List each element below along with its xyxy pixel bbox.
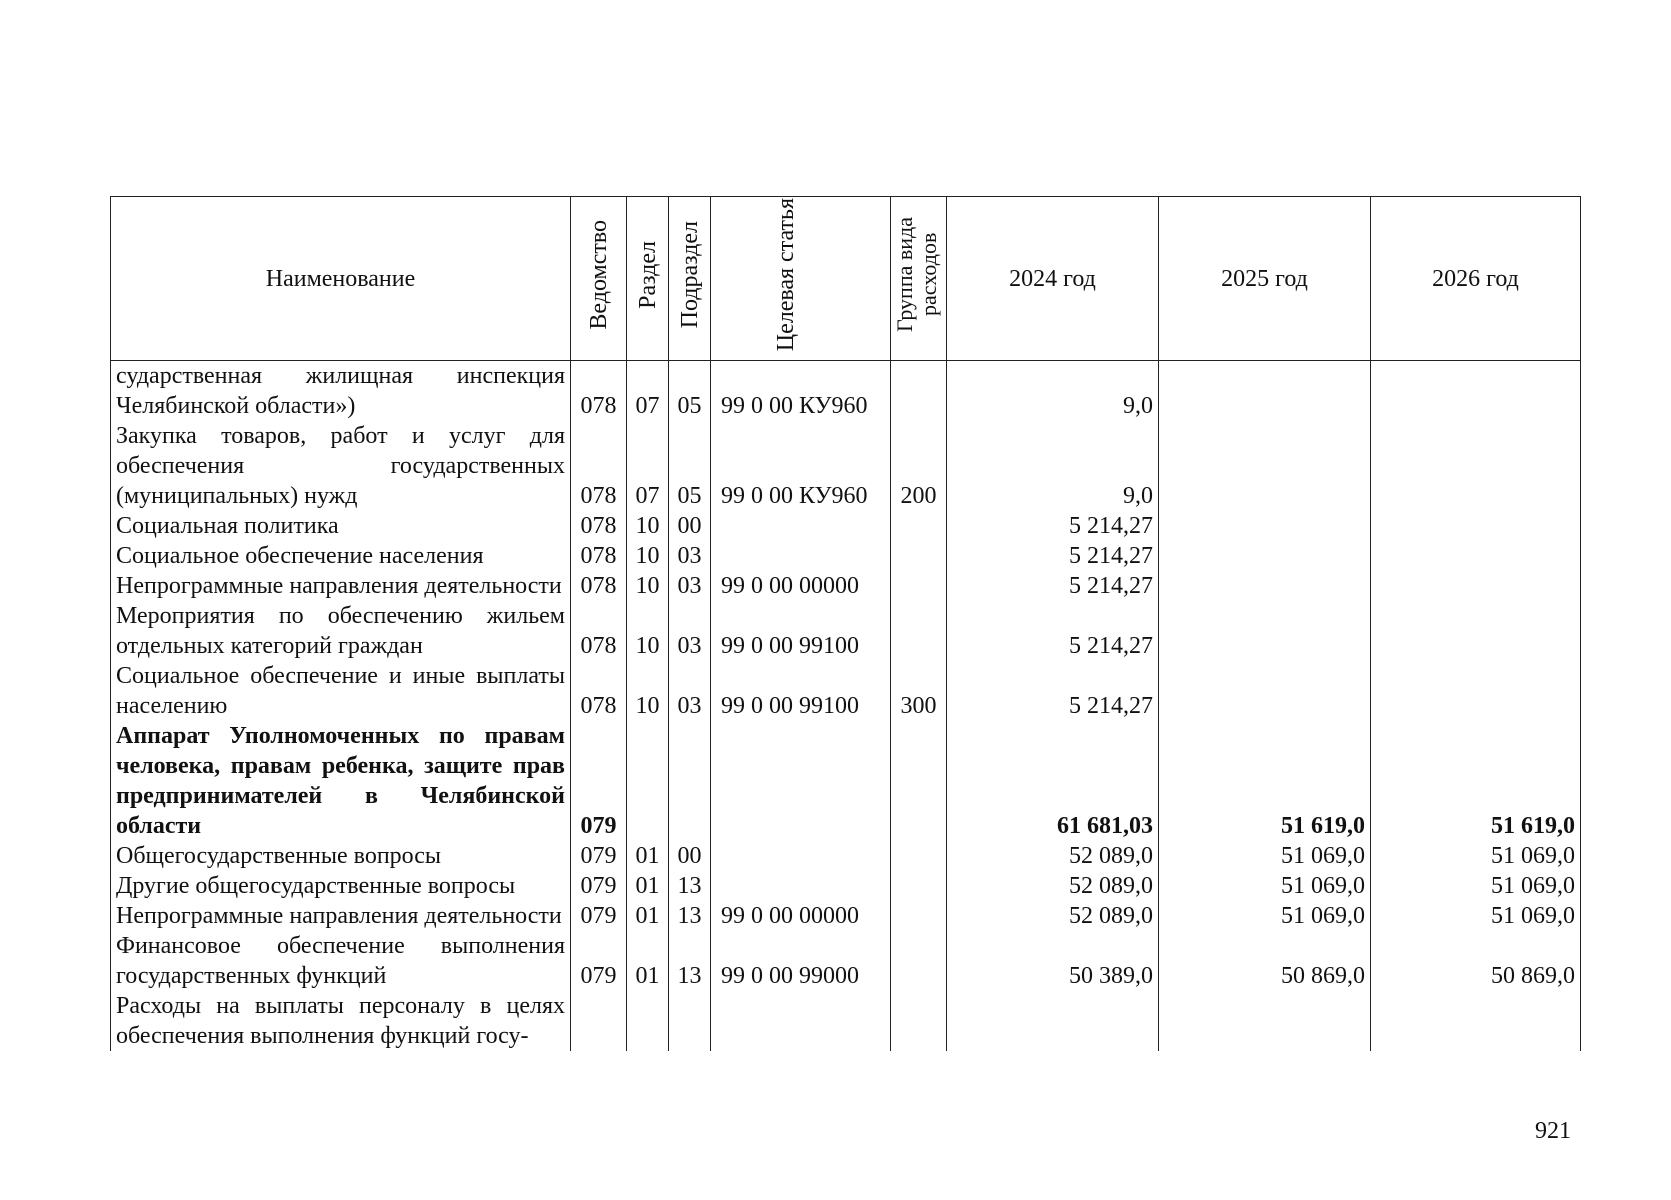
header-gruppa-vida-rashodov [891, 197, 947, 361]
cell-vedomstvo: 079 [571, 721, 627, 841]
cell-name: Другие общегосударственные вопросы [111, 871, 571, 901]
table-header-row [111, 197, 1581, 361]
cell-tselevaya-statya: 99 0 00 КУ960 [711, 421, 891, 511]
cell-gruppa-vida-rashodov [891, 991, 947, 1051]
cell-tselevaya-statya [711, 721, 891, 841]
header-tselevaya-label: Целевая статья [772, 197, 799, 352]
table-row [111, 541, 1581, 571]
cell-2026: 51 069,0 [1371, 841, 1581, 871]
cell-vedomstvo: 078 [571, 541, 627, 571]
cell-2025 [1159, 991, 1371, 1051]
cell-2026 [1371, 421, 1581, 511]
cell-vedomstvo: 078 [571, 511, 627, 541]
cell-podrazdel: 03 [669, 601, 711, 661]
cell-2026 [1371, 361, 1581, 422]
header-gruppa-label: Группа вида расходов [891, 217, 941, 332]
cell-gruppa-vida-rashodov [891, 901, 947, 931]
header-name: Наименование [111, 197, 571, 361]
cell-tselevaya-statya [711, 871, 891, 901]
cell-podrazdel: 13 [669, 931, 711, 991]
cell-2024: 5 214,27 [947, 511, 1159, 541]
cell-name: Социальное обеспечение и иные выплаты населению [111, 661, 571, 721]
cell-2025 [1159, 361, 1371, 422]
header-podrazdel [669, 197, 711, 361]
cell-podrazdel: 13 [669, 871, 711, 901]
cell-tselevaya-statya: 99 0 00 99000 [711, 931, 891, 991]
cell-2024: 5 214,27 [947, 571, 1159, 601]
cell-tselevaya-statya [711, 841, 891, 871]
cell-2026 [1371, 511, 1581, 541]
cell-2026: 51 619,0 [1371, 721, 1581, 841]
cell-podrazdel [669, 721, 711, 841]
header-2024: 2024 год [947, 197, 1159, 361]
cell-tselevaya-statya [711, 511, 891, 541]
cell-gruppa-vida-rashodov [891, 601, 947, 661]
cell-razdel: 07 [627, 361, 669, 422]
cell-gruppa-vida-rashodov [891, 541, 947, 571]
cell-podrazdel: 00 [669, 841, 711, 871]
header-2026: 2026 год [1371, 197, 1581, 361]
cell-gruppa-vida-rashodov: 200 [891, 421, 947, 511]
cell-vedomstvo: 079 [571, 931, 627, 991]
cell-2024: 9,0 [947, 421, 1159, 511]
cell-2024 [947, 991, 1159, 1051]
table-row [111, 421, 1581, 511]
cell-name: Мероприятия по обеспечению жильем отдельных категорий граждан [111, 601, 571, 661]
cell-gruppa-vida-rashodov [891, 361, 947, 422]
cell-2024: 52 089,0 [947, 901, 1159, 931]
cell-name: Аппарат Уполномоченных по правам человека, правам ребенка, защите прав предпринимателей в Челябинской области [111, 721, 571, 841]
cell-podrazdel: 00 [669, 511, 711, 541]
cell-razdel [627, 991, 669, 1051]
cell-name: сударственная жилищная инспекция Челябинской области») [111, 361, 571, 422]
table-row [111, 361, 1581, 422]
cell-tselevaya-statya: 99 0 00 КУ960 [711, 361, 891, 422]
cell-podrazdel: 03 [669, 541, 711, 571]
cell-razdel: 07 [627, 421, 669, 511]
cell-2026: 50 869,0 [1371, 931, 1581, 991]
cell-2025: 50 869,0 [1159, 931, 1371, 991]
cell-2024: 61 681,03 [947, 721, 1159, 841]
cell-name: Закупка товаров, работ и услуг для обеспечения государственных (муниципальных) нужд [111, 421, 571, 511]
table-row [111, 511, 1581, 541]
cell-podrazdel: 05 [669, 361, 711, 422]
cell-tselevaya-statya: 99 0 00 00000 [711, 901, 891, 931]
cell-vedomstvo: 078 [571, 571, 627, 601]
cell-2025 [1159, 661, 1371, 721]
cell-podrazdel: 13 [669, 901, 711, 931]
cell-2025 [1159, 541, 1371, 571]
cell-podrazdel: 03 [669, 571, 711, 601]
table-row [111, 841, 1581, 871]
cell-vedomstvo: 078 [571, 421, 627, 511]
header-podrazdel-label: Подраздел [676, 220, 703, 329]
cell-gruppa-vida-rashodov: 300 [891, 661, 947, 721]
cell-2026 [1371, 991, 1581, 1051]
cell-vedomstvo: 079 [571, 871, 627, 901]
cell-razdel [627, 721, 669, 841]
cell-2025 [1159, 571, 1371, 601]
cell-vedomstvo: 078 [571, 601, 627, 661]
cell-name: Расходы на выплаты персоналу в целях обеспечения выполнения функций госу- [111, 991, 571, 1051]
cell-2024: 5 214,27 [947, 601, 1159, 661]
cell-razdel: 01 [627, 931, 669, 991]
table-row [111, 991, 1581, 1051]
table-row [111, 661, 1581, 721]
cell-2024: 9,0 [947, 361, 1159, 422]
page-number: 921 [1535, 1118, 1571, 1144]
table-row [111, 571, 1581, 601]
cell-name: Непрограммные направления деятельности [111, 901, 571, 931]
cell-vedomstvo: 078 [571, 661, 627, 721]
cell-2025: 51 619,0 [1159, 721, 1371, 841]
cell-2024: 50 389,0 [947, 931, 1159, 991]
cell-2025 [1159, 421, 1371, 511]
table-body [111, 361, 1581, 1052]
table-row [111, 601, 1581, 661]
cell-gruppa-vida-rashodov [891, 721, 947, 841]
header-razdel [627, 197, 669, 361]
header-vedomstvo-label: Ведомство [585, 219, 612, 330]
cell-2026 [1371, 541, 1581, 571]
cell-2025: 51 069,0 [1159, 871, 1371, 901]
cell-razdel: 10 [627, 601, 669, 661]
cell-podrazdel [669, 991, 711, 1051]
cell-tselevaya-statya [711, 541, 891, 571]
cell-tselevaya-statya: 99 0 00 00000 [711, 571, 891, 601]
cell-razdel: 01 [627, 901, 669, 931]
table-row [111, 721, 1581, 841]
cell-gruppa-vida-rashodov [891, 571, 947, 601]
cell-razdel: 01 [627, 841, 669, 871]
cell-razdel: 10 [627, 661, 669, 721]
header-razdel-label: Раздел [634, 240, 661, 309]
cell-gruppa-vida-rashodov [891, 871, 947, 901]
cell-2024: 5 214,27 [947, 541, 1159, 571]
cell-name: Непрограммные направления деятельности [111, 571, 571, 601]
cell-vedomstvo: 079 [571, 841, 627, 871]
cell-2024: 52 089,0 [947, 841, 1159, 871]
cell-2025 [1159, 601, 1371, 661]
cell-podrazdel: 03 [669, 661, 711, 721]
header-tselevaya-statya [711, 197, 891, 361]
cell-tselevaya-statya: 99 0 00 99100 [711, 601, 891, 661]
cell-gruppa-vida-rashodov [891, 511, 947, 541]
cell-name: Общегосударственные вопросы [111, 841, 571, 871]
cell-2026 [1371, 661, 1581, 721]
cell-tselevaya-statya: 99 0 00 99100 [711, 661, 891, 721]
cell-name: Социальное обеспечение населения [111, 541, 571, 571]
cell-vedomstvo: 079 [571, 901, 627, 931]
cell-razdel: 01 [627, 871, 669, 901]
header-2025: 2025 год [1159, 197, 1371, 361]
cell-tselevaya-statya [711, 991, 891, 1051]
cell-2026 [1371, 601, 1581, 661]
table-row [111, 871, 1581, 901]
table-row [111, 901, 1581, 931]
cell-podrazdel: 05 [669, 421, 711, 511]
cell-2025 [1159, 511, 1371, 541]
cell-name: Социальная политика [111, 511, 571, 541]
cell-2025: 51 069,0 [1159, 841, 1371, 871]
cell-2025: 51 069,0 [1159, 901, 1371, 931]
budget-table [110, 196, 1581, 1051]
cell-2024: 52 089,0 [947, 871, 1159, 901]
cell-razdel: 10 [627, 511, 669, 541]
cell-2026: 51 069,0 [1371, 901, 1581, 931]
header-vedomstvo [571, 197, 627, 361]
cell-gruppa-vida-rashodov [891, 931, 947, 991]
cell-vedomstvo [571, 991, 627, 1051]
cell-gruppa-vida-rashodov [891, 841, 947, 871]
table-row [111, 931, 1581, 991]
cell-2026: 51 069,0 [1371, 871, 1581, 901]
cell-2026 [1371, 571, 1581, 601]
cell-name: Финансовое обеспечение выполнения государственных функций [111, 931, 571, 991]
cell-razdel: 10 [627, 541, 669, 571]
cell-razdel: 10 [627, 571, 669, 601]
cell-vedomstvo: 078 [571, 361, 627, 422]
cell-2024: 5 214,27 [947, 661, 1159, 721]
